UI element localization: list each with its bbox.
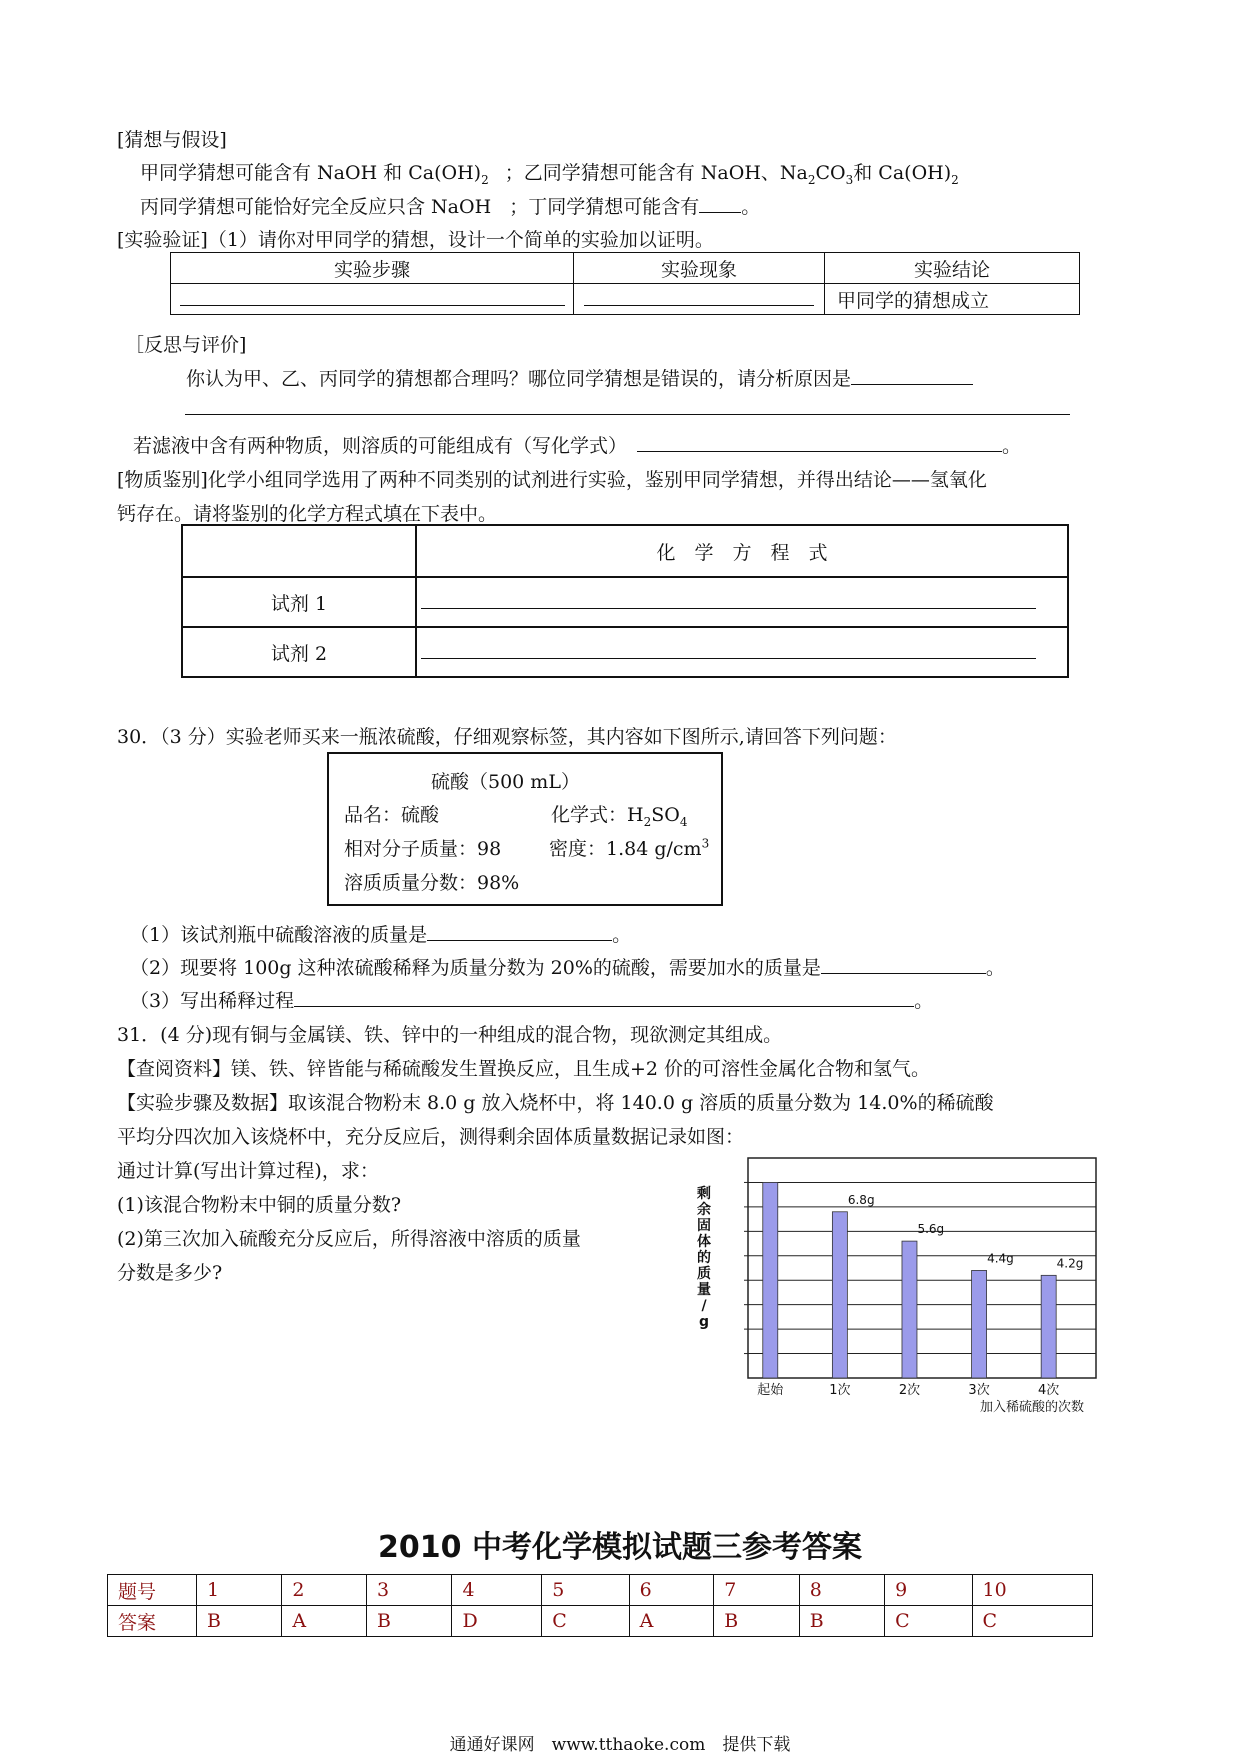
chart-y-axis-label-char: 固 bbox=[697, 1218, 711, 1234]
equation-header: 化 学 方 程 式 bbox=[416, 525, 1068, 577]
hypothesis-ding-blank[interactable] bbox=[699, 194, 741, 213]
chart-bar bbox=[1041, 1275, 1056, 1378]
reflection-heading: ［反思与评价] bbox=[125, 334, 247, 356]
q31-calc: 通过计算(写出计算过程)，求： bbox=[117, 1160, 379, 1182]
q30-sub-3-blank[interactable] bbox=[294, 988, 914, 1007]
reflection-answer-blank[interactable] bbox=[851, 366, 973, 385]
answer-value-4: D bbox=[452, 1606, 542, 1637]
reagent-2-equation[interactable] bbox=[416, 627, 1068, 677]
answer-value-10: C bbox=[972, 1606, 1092, 1637]
q31-ask-1: (1)该混合物粉末中铜的质量分数? bbox=[117, 1194, 402, 1216]
q31-stem: 31．(4 分)现有铜与金属镁、铁、锌中的一种组成的混合物，现欲测定其组成。 bbox=[117, 1024, 783, 1046]
q31-ask-2a: (2)第三次加入硫酸充分反应后，所得溶液中溶质的质量 bbox=[117, 1228, 581, 1250]
chart-y-axis-label-char: 剩 bbox=[697, 1186, 711, 1202]
chart-category-label: 3次 bbox=[968, 1383, 990, 1398]
filtrate-period: 。 bbox=[1002, 435, 1022, 457]
answer-number-7: 7 bbox=[714, 1575, 799, 1606]
hypothesis-bing: 丙同学猜想可能恰好完全反应只含 NaOH bbox=[140, 196, 492, 218]
answers-table bbox=[107, 1574, 1093, 1637]
chart-category-label: 2次 bbox=[898, 1383, 921, 1398]
reflection-question-text: 你认为甲、乙、丙同学的猜想都合理吗？哪位同学猜想是错误的，请分析原因是 bbox=[186, 368, 852, 390]
chart-category-label: 起始 bbox=[757, 1383, 784, 1398]
q31-ask-2b: 分数是多少? bbox=[117, 1262, 223, 1284]
verify-table bbox=[170, 252, 1080, 315]
acid-label-fraction: 溶质质量分数：98% bbox=[344, 872, 520, 894]
answer-number-3: 3 bbox=[367, 1575, 452, 1606]
q31-steps-2: 平均分四次加入该烧杯中，充分反应后，测得剩余固体质量数据记录如图： bbox=[117, 1126, 745, 1148]
hypothesis-line-2 bbox=[140, 192, 760, 219]
chart-x-axis-label: 加入稀硫酸的次数 bbox=[979, 1400, 1084, 1415]
q30-sub-1-blank[interactable] bbox=[427, 922, 612, 941]
answer-value-6: A bbox=[629, 1606, 714, 1637]
verify-steps-cell[interactable] bbox=[171, 284, 574, 315]
acid-label-formula-mid: SO bbox=[651, 804, 680, 826]
chart-y-axis-label-char: g bbox=[698, 1314, 710, 1330]
verify-conclusion-cell: 甲同学的猜想成立 bbox=[825, 284, 1080, 315]
answer-number-9: 9 bbox=[885, 1575, 972, 1606]
q31-info: 【查阅资料】镁、铁、锌皆能与稀硫酸发生置换反应，且生成+2 价的可溶性金属化合物和氢气。 bbox=[117, 1058, 931, 1080]
q31-steps-1: 【实验步骤及数据】取该混合物粉末 8.0 g 放入烧杯中，将 140.0 g 溶质的质量分数为 14.0%的稀硫酸 bbox=[117, 1092, 994, 1114]
chart-y-axis-label-char: 量 bbox=[697, 1282, 711, 1298]
footer: 通通好课网 www.tthaoke.com 提供下载 bbox=[449, 1735, 791, 1755]
q30-sub-2 bbox=[130, 953, 1005, 980]
q30-sub-2-blank[interactable] bbox=[821, 955, 986, 974]
answer-number-6: 6 bbox=[629, 1575, 714, 1606]
chart-y-axis-label-char: 余 bbox=[697, 1202, 711, 1218]
acid-label-density: 密度：1.84 $g/cm^3$ bbox=[549, 836, 710, 860]
answer-value-7: B bbox=[714, 1606, 799, 1637]
verify-col-conclusion: 实验结论 bbox=[825, 253, 1080, 284]
filtrate-question-text: 若滤液中含有两种物质，则溶质的可能组成有（写化学式） bbox=[133, 435, 628, 457]
reagent-1-label: 试剂 1 bbox=[182, 577, 416, 627]
chart-y-axis-label-char: 的 bbox=[697, 1250, 711, 1266]
answer-number-8: 8 bbox=[799, 1575, 884, 1606]
answers-title: 2010 中考化学模拟试题三参考答案 bbox=[378, 1530, 862, 1565]
chart-data-label: 4.4g bbox=[987, 1251, 1014, 1266]
answer-value-8: B bbox=[799, 1606, 884, 1637]
chart-category-label: 4次 bbox=[1038, 1383, 1060, 1398]
q30-sub-1-text: （1）该试剂瓶中硫酸溶液的质量是 bbox=[130, 924, 428, 946]
answer-value-3: B bbox=[367, 1606, 452, 1637]
chart-bar bbox=[902, 1241, 917, 1378]
residue-mass-chart bbox=[690, 1150, 1110, 1420]
verify-phenomena-cell[interactable] bbox=[574, 284, 825, 315]
answer-value-2: A bbox=[282, 1606, 367, 1637]
answers-label-number: 题号 bbox=[108, 1575, 197, 1606]
chart-y-axis-label-char: 质 bbox=[697, 1266, 711, 1282]
verify-col-steps: 实验步骤 bbox=[171, 253, 574, 284]
hypothesis-jia: 甲同学猜想可能含有 NaOH 和 Ca(OH) bbox=[140, 162, 482, 184]
chart-category-label: 1次 bbox=[829, 1383, 851, 1398]
answer-value-5: C bbox=[542, 1606, 629, 1637]
hypothesis-yi: ；乙同学猜想可能含有 NaOH、Na bbox=[504, 162, 808, 184]
answer-number-1: 1 bbox=[197, 1575, 282, 1606]
answer-number-4: 4 bbox=[452, 1575, 542, 1606]
acid-label-box bbox=[327, 752, 723, 906]
q30-stem: 30．（3 分）实验老师买来一瓶浓硫酸，仔细观察标签，其内容如下图所示,请回答下列问题： bbox=[117, 726, 897, 748]
chart-y-axis-label-char: / bbox=[701, 1298, 707, 1314]
chart-data-label: 4.2g bbox=[1056, 1256, 1084, 1271]
answer-value-1: B bbox=[197, 1606, 282, 1637]
answer-number-2: 2 bbox=[282, 1575, 367, 1606]
chart-bar bbox=[832, 1212, 847, 1378]
equation-corner bbox=[182, 525, 416, 577]
acid-label-title: 硫酸（500 mL） bbox=[431, 771, 580, 793]
q30-sub-1-period: 。 bbox=[612, 924, 632, 946]
q30-sub-1 bbox=[130, 920, 631, 947]
acid-label-mass: 相对分子质量：98 bbox=[344, 838, 502, 860]
identify-line-2: 钙存在。请将鉴别的化学方程式填在下表中。 bbox=[117, 503, 498, 525]
hypothesis-ding: ；丁同学猜想可能含有 bbox=[509, 196, 700, 218]
hypothesis-line-1: 甲同学猜想可能含有 NaOH 和 $Ca(OH)_2$ ；乙同学猜想可能含有 NaOH、$Na_2CO_3$和 $Ca(OH)_2$ bbox=[140, 162, 959, 187]
reflection-question bbox=[186, 364, 973, 391]
equation-table bbox=[181, 524, 1069, 678]
q30-sub-2-period: 。 bbox=[985, 957, 1005, 979]
acid-label-density-text: 密度：1.84 g/cm bbox=[549, 838, 702, 860]
answer-number-5: 5 bbox=[542, 1575, 629, 1606]
q30-sub-3-text: （3）写出稀释过程 bbox=[130, 990, 295, 1012]
q30-sub-2-text: （2）现要将 100g 这种浓硫酸稀释为质量分数为 20%的硫酸，需要加水的质量是 bbox=[130, 957, 821, 979]
answer-value-9: C bbox=[885, 1606, 972, 1637]
hypothesis-yi-co: CO bbox=[815, 162, 846, 184]
verify-col-phenomena: 实验现象 bbox=[574, 253, 825, 284]
hypothesis-period: 。 bbox=[741, 196, 761, 218]
filtrate-question bbox=[133, 431, 1021, 458]
acid-label-formula: 化学式：$H_2SO_4$ bbox=[551, 804, 688, 829]
chart-bar bbox=[763, 1182, 778, 1378]
reagent-1-equation[interactable] bbox=[416, 577, 1068, 627]
filtrate-answer-blank[interactable] bbox=[637, 433, 1002, 452]
chart-bar bbox=[972, 1270, 987, 1378]
verify-heading: [实验验证]（1）请你对甲同学的猜想，设计一个简单的实验加以证明。 bbox=[117, 229, 714, 251]
answer-number-10: 10 bbox=[972, 1575, 1092, 1606]
chart-data-label: 6.8g bbox=[847, 1192, 875, 1207]
acid-label-name: 品名：硫酸 bbox=[344, 804, 440, 826]
q30-sub-3-period: 。 bbox=[914, 990, 934, 1012]
answers-label-answer: 答案 bbox=[108, 1606, 197, 1637]
q30-sub-3 bbox=[130, 986, 933, 1013]
identify-line-1: [物质鉴别]化学小组同学选用了两种不同类别的试剂进行实验，鉴别甲同学猜想，并得出结论——氢氧化 bbox=[117, 469, 987, 491]
acid-label-formula-text: 化学式：H bbox=[551, 804, 644, 826]
reagent-2-label: 试剂 2 bbox=[182, 627, 416, 677]
hypothesis-yi-caoh: 和 Ca(OH) bbox=[853, 162, 952, 184]
chart-y-axis-label-char: 体 bbox=[697, 1234, 711, 1250]
reflection-answer-blank-2[interactable] bbox=[185, 396, 1070, 415]
hypothesis-heading: [猜想与假设] bbox=[117, 129, 227, 151]
chart-data-label: 5.6g bbox=[917, 1222, 945, 1237]
